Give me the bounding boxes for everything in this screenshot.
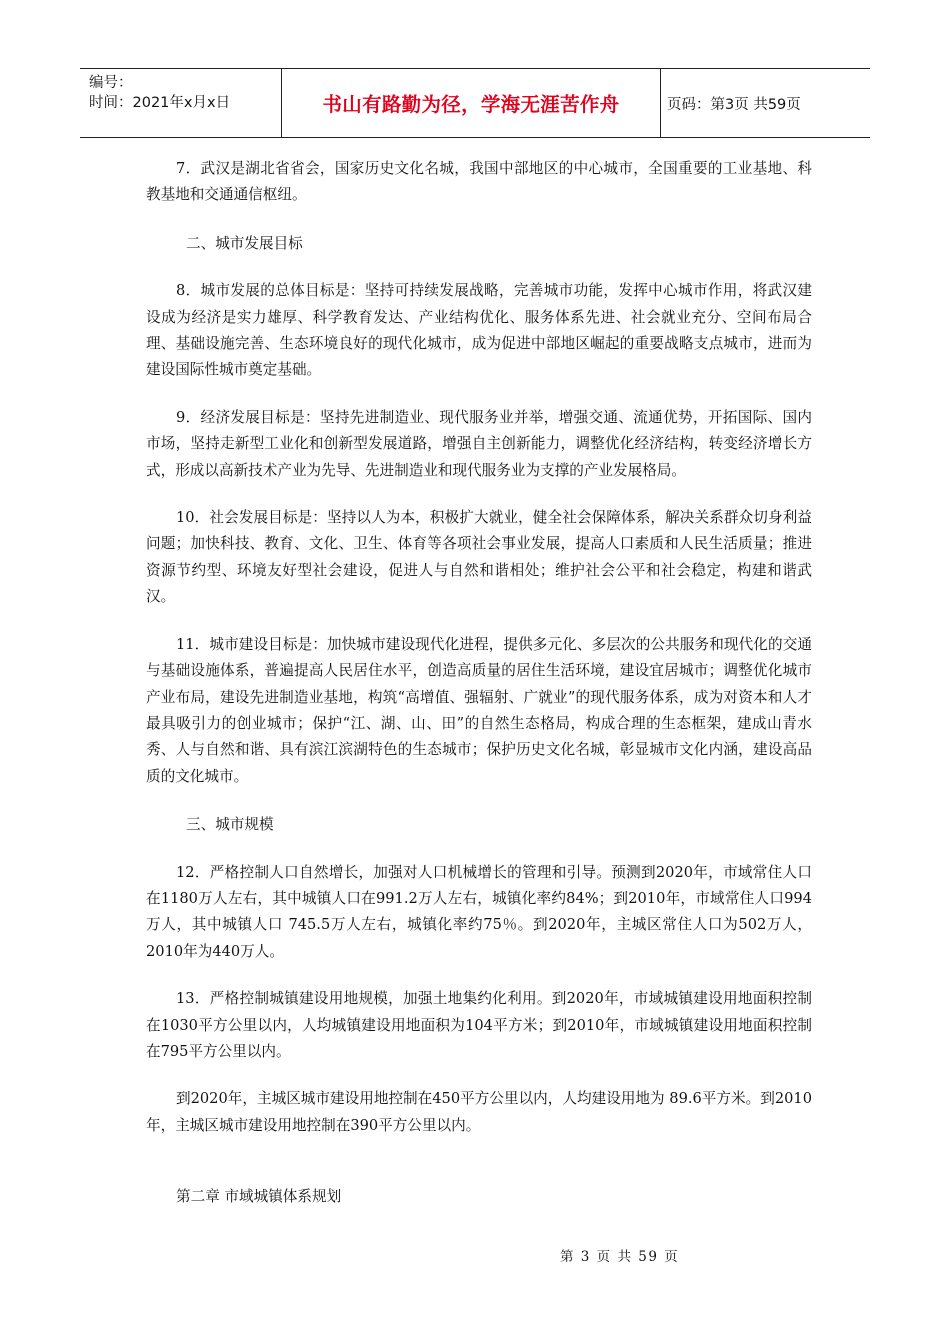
paragraph-10: 10．社会发展目标是：坚持以人为本，积极扩大就业，健全社会保障体系，解决关系群众切身利益问题；加快科技、教育、文化、卫生、体育等各项社会事业发展，提高人口素质和人民生活质量；推进资源节约型、环境友好型社会建设，促进人与自然和谐相处；维护社会公平和社会稳定，构建和谐武汉。 <box>146 509 812 606</box>
page-footer: 第 3 页 共 59 页 <box>560 1249 680 1265</box>
paragraph-13: 13．严格控制城镇建设用地规模，加强土地集约化利用。到2020年，市域城镇建设用地面积控制在1030平方公里以内，人均城镇建设用地面积为104平方米；到2010年，市域城镇建设用地面积控制在795平方公里以内。 <box>146 990 812 1060</box>
header-motto: 书山有路勤为径，学海无涯苦作舟 <box>322 93 620 116</box>
section-heading-3: 三、城市规模 <box>186 816 274 834</box>
paragraph-11: 11．城市建设目标是：加快城市建设现代化进程，提供多元化、多层次的公共服务和现代化的交通与基础设施体系，普遍提高人民居住水平，创造高质量的居住生活环境，建设宜居城市；调整优化城市产业布局，建设先进制造业基地，构筑“高增值、强辐射、广就业”的现代服务体系，成为对资本和人才最具吸引力的创业城市；保护“江、湖、山、田”的自然生态格局，构成合理的生态框架，建成山青水秀、人与自然和谐、具有滨江滨湖特色的生态城市；保护历史文化名城，彰显城市文化内涵，建设高品质的文化城市。 <box>146 635 812 785</box>
doc-number-label: 编号： <box>89 75 133 91</box>
paragraph-7: 7．武汉是湖北省省会，国家历史文化名城，我国中部地区的中心城市，全国重要的工业基地、科教基地和交通通信枢纽。 <box>146 160 812 204</box>
chapter-heading: 第二章 市域城镇体系规划 <box>176 1188 342 1206</box>
paragraph-9: 9．经济发展目标是：坚持先进制造业、现代服务业并举，增强交通、流通优势，开拓国际、国内市场，坚持走新型工业化和创新型发展道路，增强自主创新能力，调整优化经济结构，转变经济增长方式，形成以高新技术产业为先导、先进制造业和现代服务业为支撑的产业发展格局。 <box>146 408 812 479</box>
paragraph-8: 8．城市发展的总体目标是：坚持可持续发展战略，完善城市功能，发挥中心城市作用，将武汉建设成为经济是实力雄厚、科学教育发达、产业结构优化、服务体系先进、社会就业充分、空间布局合理、基础设施完善、生态环境良好的现代化城市，成为促进中部地区崛起的重要战略支点城市，进而为建设国际性城市奠定基础。 <box>146 282 812 379</box>
paragraph-14: 到2020年，主城区城市建设用地控制在450平方公里以内，人均建设用地为 89.6平方米。到2010年，主城区城市建设用地控制在390平方公里以内。 <box>146 1090 812 1134</box>
header-page-info: 页码：第3页 共59页 <box>667 96 801 113</box>
doc-time-label: 时间：2021年x月x日 <box>89 95 231 111</box>
header-meta <box>80 69 281 137</box>
section-heading-2: 二、城市发展目标 <box>186 234 303 252</box>
header-motto-cell <box>281 69 661 137</box>
paragraph-12: 12．严格控制人口自然增长，加强对人口机械增长的管理和引导。预测到2020年，市域常住人口在1180万人左右，其中城镇人口在991.2万人左右，城镇化率约84%；到2010年，市域常住人口994万人，其中城镇人口 745.5万人左右，城镇化率约75％。到2020年，主城区常住人口为502万人，2010年为440万人。 <box>146 863 812 960</box>
page-header <box>80 68 870 138</box>
document-body <box>146 156 812 1211</box>
